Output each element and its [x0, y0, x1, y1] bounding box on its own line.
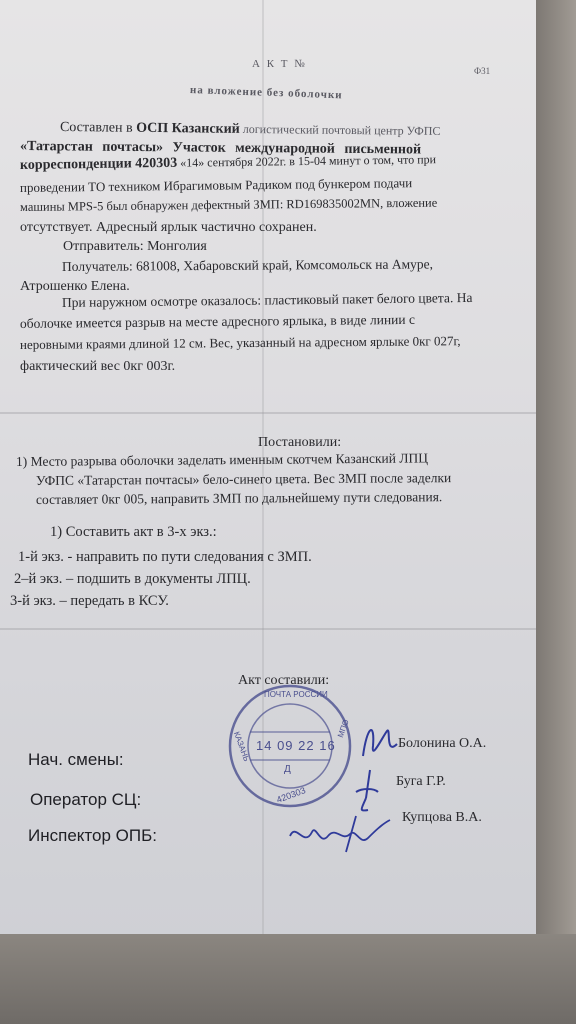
signature-role-3: Инспектор ОПБ: — [28, 826, 157, 845]
postal-stamp — [224, 680, 356, 812]
recipient-line-2: Атрошенко Елена. — [20, 279, 130, 294]
copy-3-line: 3-й экз. – передать в КСУ. — [10, 593, 169, 609]
stamp-mark: Д — [284, 764, 291, 775]
intro-line-5: машины MPS-5 был обнаружен дефектный ЗМП: RD169835002MN, вложение — [19, 195, 438, 214]
intro-line-2: «Татарстан почтасы» Участок международной письменной — [19, 139, 422, 158]
intro-line-1: Составлен в ОСП Казанский логистический почтовый центр УФПС — [59, 120, 441, 138]
signature-name-2: Буга Г.Р. — [396, 774, 446, 789]
stamp-left-text: КАЗАНЬ — [232, 730, 252, 763]
signature-2-scribble — [348, 768, 388, 818]
floor-surface — [0, 934, 576, 1024]
intro-line-3: корреспонденции 420303 «14» сентября 2022г. в 15-04 минут о том, что при — [19, 152, 437, 173]
resolution-title: Постановили: — [258, 435, 342, 450]
inspection-line-3: неровными краями длиной 12 см. Вес, указанный на адресном ярлыке 0кг 027г, — [19, 333, 461, 352]
signature-role-2: Оператор СЦ: — [30, 790, 142, 809]
inspection-line-1: При наружном осмотре оказалось: пластиковый пакет белого цвета. На — [61, 289, 473, 310]
sender-line: Отправитель: Монголия — [63, 239, 207, 254]
intro-line-4: проведении ТО техником Ибрагимовым Радиком под бункером подачи — [19, 175, 413, 195]
resolution-item-1-line-2: УФПС «Татарстан почтасы» бело-синего цвета. Вес ЗМП после заделки — [35, 470, 452, 488]
resolution-item-2: 1) Составить акт в 3-х экз.: — [50, 524, 217, 540]
intro-line-6: отсутствует. Адресный ярлык частично сохранен. — [20, 220, 317, 235]
inspection-line-2: оболочке имеется разрыв на месте адресного ярлыка, в виде линии с — [19, 311, 416, 331]
signature-role-1: Нач. смены: — [28, 750, 124, 769]
stamp-bottom-text: 420303 — [275, 785, 307, 805]
form-code: Ф31 — [474, 66, 491, 76]
resolution-item-1-line-3: составляет 0кг 005, направить ЗМП по дальнейшему пути следования. — [35, 489, 443, 507]
signatures-title: Акт составили: — [238, 673, 330, 688]
recipient-line-1: Получатель: 681008, Хабаровский край, Комсомольск на Амуре, — [61, 256, 434, 274]
act-number-heading: А К Т № — [252, 58, 307, 70]
signature-name-1: Болонина О.А. — [398, 736, 487, 751]
fold-line — [0, 412, 556, 414]
inspection-line-4: фактический вес 0кг 003г. — [20, 359, 176, 374]
act-subtitle: на вложение без оболочки — [189, 84, 343, 102]
copy-2-line: 2–й экз. – подшить в документы ЛПЦ. — [14, 571, 251, 587]
fold-line — [0, 628, 556, 630]
resolution-item-1-line-1: 1) Место разрыва оболочки заделать именным скотчем Казанский ЛПЦ — [15, 450, 429, 469]
table-surface — [536, 0, 576, 1024]
signature-3-scribble — [286, 812, 396, 856]
signature-name-3: Купцова В.А. — [402, 810, 482, 825]
stamp-date: 14 09 22 16 — [256, 738, 336, 753]
stamp-right-text: МПО — [335, 718, 351, 739]
stamp-top-text: ПОЧТА РОССИИ — [264, 690, 328, 699]
copy-1-line: 1-й экз. - направить по пути следования с ЗМП. — [18, 549, 312, 565]
